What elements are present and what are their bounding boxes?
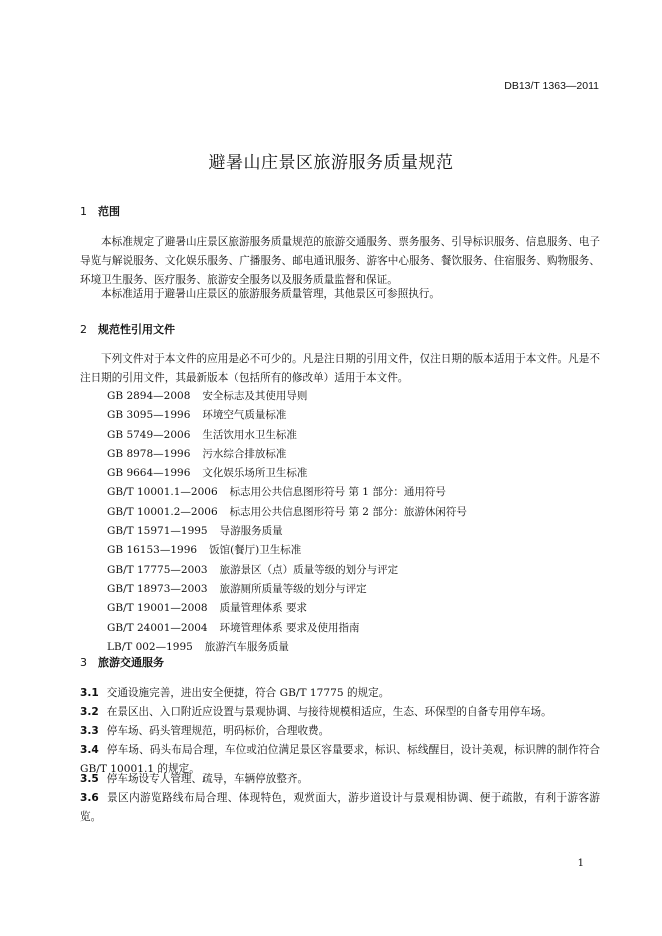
reference-title: 饭馆(餐厅)卫生标准 — [209, 544, 302, 557]
clause-number: 3.6 — [80, 792, 99, 804]
reference-title: 标志用公共信息图形符号 第 1 部分：通用符号 — [229, 486, 446, 499]
section-1-heading — [80, 203, 120, 219]
reference-title: 旅游汽车服务质量 — [204, 640, 289, 653]
clause-3-5 — [80, 770, 600, 789]
reference-code: GB 9664—1996 — [107, 467, 191, 480]
clause-text: 停车场设专人管理、疏导，车辆停放整齐。 — [106, 773, 309, 785]
reference-title: 旅游厕所质量等级的划分与评定 — [219, 582, 367, 595]
reference-list — [107, 387, 467, 657]
page-number: 1 — [577, 858, 584, 869]
clause-text: 在景区出、入口附近应设置与景观协调、与接待规模相适应，生态、环保型的自备专用停车场。 — [106, 706, 552, 718]
reference-code: LB/T 002—1995 — [107, 640, 193, 653]
reference-title: 文化娱乐场所卫生标准 — [202, 467, 308, 480]
reference-item — [107, 580, 467, 599]
reference-code: GB/T 15971—1995 — [107, 525, 208, 538]
section-number: 3 — [80, 656, 87, 669]
reference-item — [107, 503, 467, 522]
reference-title: 标志用公共信息图形符号 第 2 部分：旅游休闲符号 — [229, 505, 467, 518]
clause-text: 停车场、码头布局合理，车位或泊位满足景区容量要求，标识、标线醒目，设计美观，标识牌的制作符合 GB/T 10001.1 的规定。 — [80, 744, 600, 775]
section-number: 1 — [80, 205, 87, 218]
section-title: 规范性引用文件 — [98, 323, 175, 336]
reference-title: 导游服务质量 — [219, 525, 283, 538]
document-title: 避暑山庄景区旅游服务质量规范 — [208, 153, 454, 173]
reference-item — [107, 464, 467, 483]
reference-code: GB/T 10001.1—2006 — [107, 486, 218, 499]
reference-code: GB 2894—2008 — [107, 390, 191, 402]
reference-code: GB/T 10001.2—2006 — [107, 505, 218, 518]
reference-item — [107, 406, 467, 425]
reference-title: 安全标志及其使用导则 — [202, 390, 308, 402]
reference-code: GB 16153—1996 — [107, 544, 198, 557]
section-number: 2 — [80, 323, 87, 336]
reference-code: GB/T 17775—2003 — [107, 563, 208, 576]
clause-number: 3.3 — [80, 725, 99, 737]
reference-title: 生活饮用水卫生标准 — [202, 428, 297, 441]
clause-number: 3.5 — [80, 773, 99, 785]
clause-number: 3.4 — [80, 744, 99, 756]
standard-code: DB13/T 1363—2011 — [504, 80, 599, 92]
reference-code: GB/T 18973—2003 — [107, 582, 208, 595]
reference-code: GB/T 19001—2008 — [107, 602, 208, 615]
reference-item — [107, 541, 467, 560]
reference-item — [107, 445, 467, 464]
clause-text: 交通设施完善，进出安全便捷，符合 GB/T 17775 的规定。 — [106, 687, 390, 699]
section-title: 范围 — [98, 205, 120, 218]
reference-title: 质量管理体系 要求 — [219, 602, 307, 615]
clause-text: 停车场、码头管理规范，明码标价，合理收费。 — [106, 725, 330, 737]
clause-3-3 — [80, 722, 600, 741]
reference-item — [107, 561, 467, 580]
reference-title: 污水综合排放标准 — [202, 447, 287, 460]
reference-item — [107, 619, 467, 638]
reference-code: GB 8978—1996 — [107, 447, 191, 460]
reference-code: GB/T 24001—2004 — [107, 621, 208, 634]
clause-text: 景区内游览路线布局合理、体现特色，观赏面大，游步道设计与景观相协调、便于疏散，有利于游客游览。 — [80, 792, 600, 823]
reference-item — [107, 426, 467, 445]
clause-3-6 — [80, 789, 600, 827]
section-2-heading — [80, 321, 175, 337]
section-3-heading — [80, 654, 164, 670]
reference-item — [107, 599, 467, 618]
reference-title: 环境空气质量标准 — [202, 409, 287, 422]
reference-item — [107, 522, 467, 541]
reference-title: 旅游景区（点）质量等级的划分与评定 — [219, 563, 399, 576]
section-title: 旅游交通服务 — [98, 656, 164, 669]
reference-item — [107, 387, 467, 406]
clause-number: 3.1 — [80, 687, 99, 699]
scope-applicability: 本标准适用于避暑山庄景区的旅游服务质量管理，其他景区可参照执行。 — [101, 288, 440, 300]
clause-3-2 — [80, 703, 600, 722]
references-intro: 下列文件对于本文件的应用是必不可少的。凡是注日期的引用文件，仅注日期的版本适用于本文件。凡是不注日期的引用文件，其最新版本（包括所有的修改单）适用于本文件。 — [80, 353, 600, 384]
reference-code: GB 5749—2006 — [107, 428, 191, 441]
clause-3-1 — [80, 684, 600, 703]
reference-code: GB 3095—1996 — [107, 409, 191, 422]
reference-item — [107, 483, 467, 502]
clause-number: 3.2 — [80, 706, 99, 718]
scope-paragraph: 本标准规定了避暑山庄景区旅游服务质量规范的旅游交通服务、票务服务、引导标识服务、信息服务、电子导览与解说服务、文化娱乐服务、广播服务、邮电通讯服务、游客中心服务、餐饮服务、住宿服务、购物服务、环境卫生服务、医疗服务、旅游安全服务以及服务质量监督和保证。 — [80, 236, 600, 286]
reference-title: 环境管理体系 要求及使用指南 — [219, 621, 360, 634]
